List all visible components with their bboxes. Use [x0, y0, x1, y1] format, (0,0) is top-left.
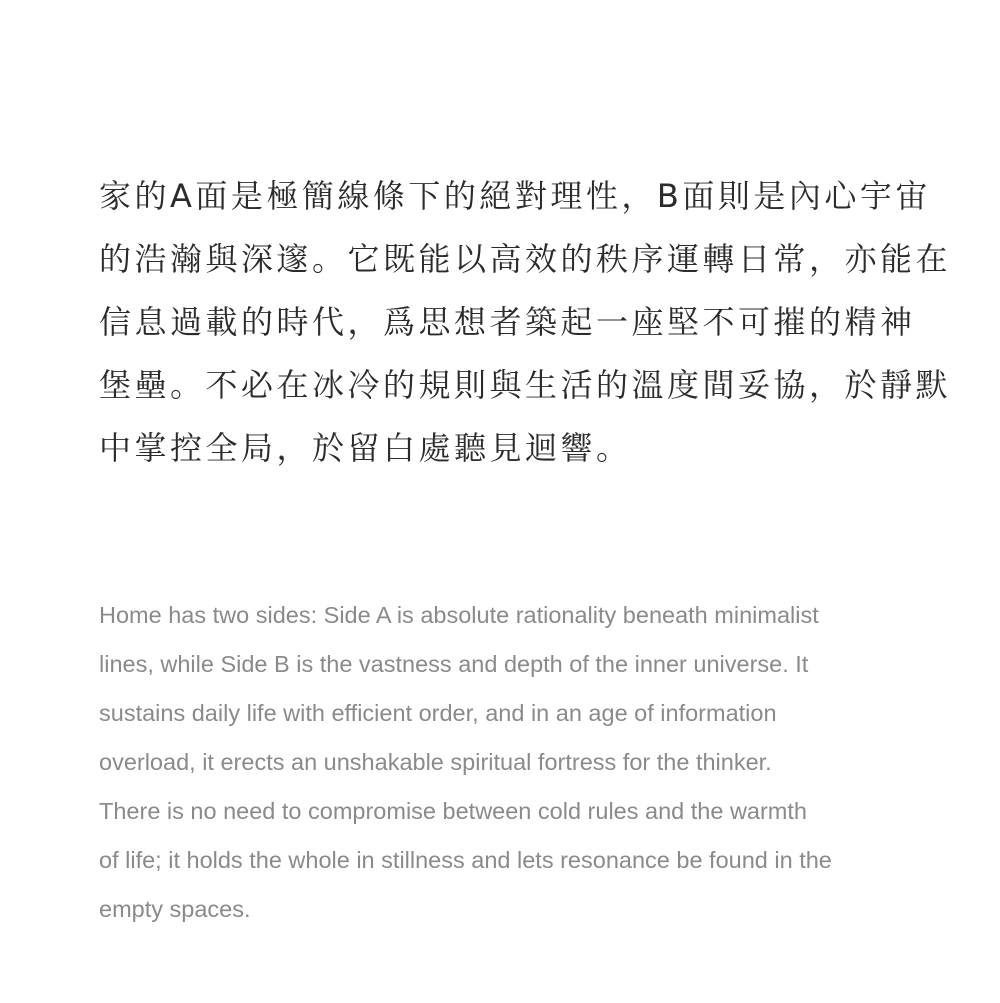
english-text-line: sustains daily life with efficient order, and in an age of information [99, 700, 777, 726]
english-text-line: of life; it holds the whole in stillness and lets resonance be found in the [99, 847, 832, 873]
chinese-text-line: 信息過載的時代，爲思想者築起一座堅不可摧的精神 [99, 303, 916, 341]
english-paragraph [99, 596, 914, 939]
english-text-line: There is no need to compromise between cold rules and the warmth [99, 798, 807, 824]
chinese-text-line: 堡壘。不必在冰冷的規則與生活的溫度間妥協，於靜默 [99, 366, 952, 404]
chinese-text-line: 的浩瀚與深邃。它既能以高效的秩序運轉日常，亦能在 [99, 240, 952, 278]
english-text-line: Home has two sides: Side A is absolute rationality beneath minimalist [99, 602, 819, 628]
english-text-line: empty spaces. [99, 896, 251, 922]
chinese-text-line: 家的A面是極簡線條下的絕對理性，B面則是內心宇宙 [99, 177, 931, 215]
english-text-line: lines, while Side B is the vastness and depth of the inner universe. It [99, 651, 809, 677]
chinese-text-line: 中掌控全局，於留白處聽見迴響。 [99, 429, 632, 467]
chinese-paragraph [99, 172, 952, 487]
english-text-line: overload, it erects an unshakable spiritual fortress for the thinker. [99, 749, 772, 775]
